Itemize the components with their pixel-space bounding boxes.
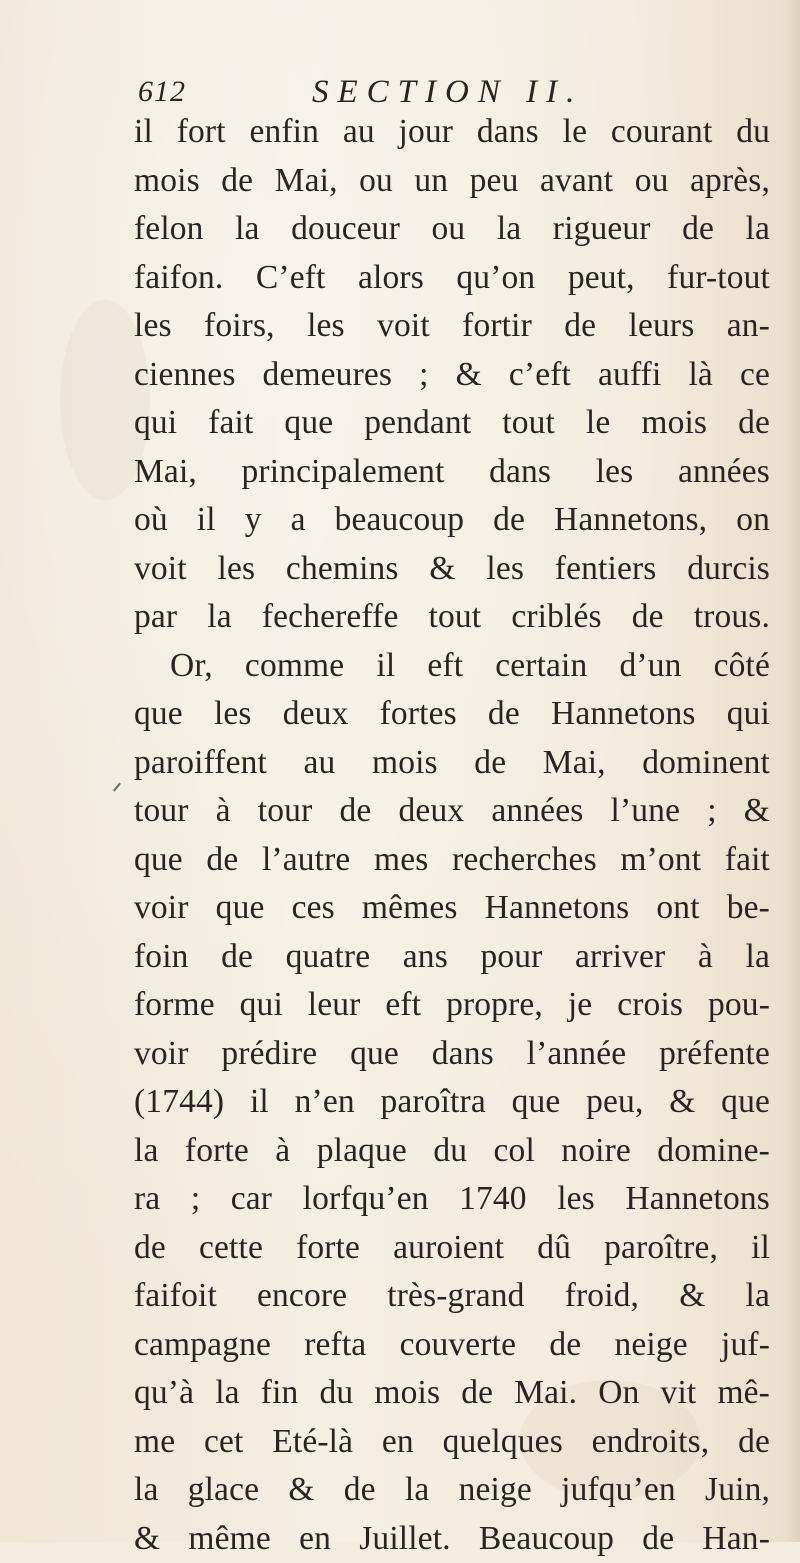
text-line: Or, comme il eft certain d’un côté: [134, 642, 770, 691]
text-line: il fort enfin au jour dans le courant du: [134, 108, 770, 157]
text-line: me cet Eté-là en quelques endroits, de: [134, 1418, 770, 1467]
text-line: la glace & de la neige jufqu’en Juin,: [134, 1466, 770, 1515]
text-line: qu’à la fin du mois de Mai. On vit mê-: [134, 1369, 770, 1418]
running-head: SECTION II.: [312, 72, 583, 112]
text-line: faifoit encore très-grand froid, & la: [134, 1272, 770, 1321]
text-line: ra ; car lorfqu’en 1740 les Hannetons: [134, 1175, 770, 1224]
body-text: [134, 108, 770, 1563]
margin-mark: [113, 783, 121, 792]
text-line: de cette forte auroient dû paroître, il: [134, 1224, 770, 1273]
text-line: voir prédire que dans l’année préfente: [134, 1030, 770, 1079]
text-line: (1744) il n’en paroîtra que peu, & que: [134, 1078, 770, 1127]
page-number: 612: [138, 72, 186, 112]
text-line: forme qui leur eft propre, je crois pou-: [134, 981, 770, 1030]
text-line: voir que ces mêmes Hannetons ont be-: [134, 884, 770, 933]
text-line: faifon. C’eft alors qu’on peut, fur-tout: [134, 254, 770, 303]
text-line: voit les chemins & les fentiers durcis: [134, 545, 770, 594]
text-line: mois de Mai, ou un peu avant ou après,: [134, 157, 770, 206]
text-line: campagne refta couverte de neige juf-: [134, 1321, 770, 1370]
text-line: foin de quatre ans pour arriver à la: [134, 933, 770, 982]
text-line: paroiffent au mois de Mai, dominent: [134, 739, 770, 788]
text-line: & même en Juillet. Beaucoup de Han-: [134, 1515, 770, 1563]
text-line: par la fechereffe tout criblés de trous.: [134, 593, 770, 642]
text-line: qui fait que pendant tout le mois de: [134, 399, 770, 448]
text-line: où il y a beaucoup de Hannetons, on: [134, 496, 770, 545]
text-line: la forte à plaque du col noire domine-: [134, 1127, 770, 1176]
text-line: tour à tour de deux années l’une ; &: [134, 787, 770, 836]
text-line: les foirs, les voit fortir de leurs an-: [134, 302, 770, 351]
text-line: que de l’autre mes recherches m’ont fait: [134, 836, 770, 885]
text-line: que les deux fortes de Hannetons qui: [134, 690, 770, 739]
text-line: Mai, principalement dans les années: [134, 448, 770, 497]
text-line: ciennes demeures ; & c’eft auffi là ce: [134, 351, 770, 400]
text-line: felon la douceur ou la rigueur de la: [134, 205, 770, 254]
page-edge-shadow: [786, 0, 800, 1542]
